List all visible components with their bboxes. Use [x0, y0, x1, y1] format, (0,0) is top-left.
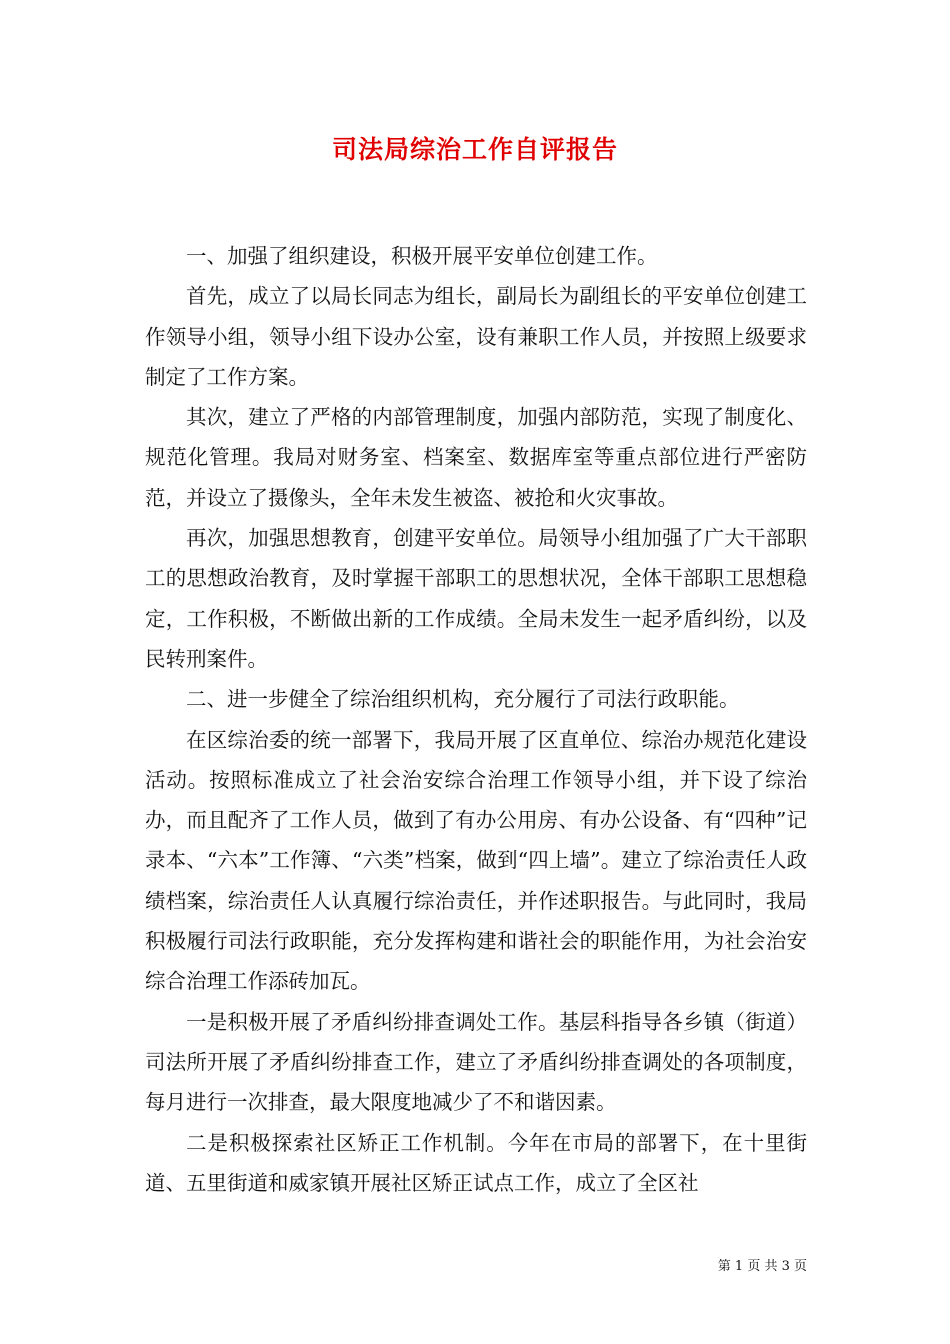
- paragraph-first: 首先，成立了以局长同志为组长，副局长为副组长的平安单位创建工作领导小组，领导小组下设办公室，设有兼职工作人员，并按照上级要求制定了工作方案。: [145, 284, 807, 389]
- document-title: 司法局综治工作自评报告: [331, 135, 618, 164]
- paragraph-second: 其次，建立了严格的内部管理制度，加强内部防范，实现了制度化、规范化管理。我局对财务室、档案室、数据库室等重点部位进行严密防范，并设立了摄像头，全年未发生被盗、被抢和火灾事故。: [145, 405, 807, 510]
- paragraph-section-one-heading: 一、加强了组织建设，积极开展平安单位创建工作。: [186, 244, 658, 268]
- paragraph-section-two-heading: 二、进一步健全了综治组织机构，充分履行了司法行政职能。: [186, 687, 740, 712]
- paragraph-third: 再次，加强思想教育，创建平安单位。局领导小组加强了广大干部职工的思想政治教育，及时掌握干部职工的思想状况，全体干部职工思想稳定，工作积极，不断做出新的工作成绩。全局未发生一起矛盾纠纷，以及民转刑案件。: [145, 526, 807, 671]
- page-number-footer: 第 1 页 共 3 页: [717, 1259, 807, 1274]
- paragraph-item-two: 二是积极探索社区矫正工作机制。今年在市局的部署下，在十里街道、五里街道和威家镇开展社区矫正试点工作，成立了全区社: [145, 1130, 807, 1195]
- paragraph-section-two-body: 在区综治委的统一部署下，我局开展了区直单位、综治办规范化建设活动。按照标准成立了社会治安综合治理工作领导小组，并下设了综治办，而且配齐了工作人员，做到了有办公用房、有办公设备、有“四种”记录本、“六本”工作簿、“六类”档案，做到“四上墙”。建立了综治责任人政绩档案，综治责任人认真履行综治责任，并作述职报告。与此同时，我局积极履行司法行政职能，充分发挥构建和谐社会的职能作用，为社会治安综合治理工作添砖加瓦。: [145, 727, 807, 994]
- paragraph-item-one: 一是积极开展了矛盾纠纷排查调处工作。基层科指导各乡镇（街道）司法所开展了矛盾纠纷排查工作，建立了矛盾纠纷排查调处的各项制度，每月进行一次排查，最大限度地减少了不和谐因素。: [145, 1009, 807, 1115]
- document-body: [145, 236, 807, 1203]
